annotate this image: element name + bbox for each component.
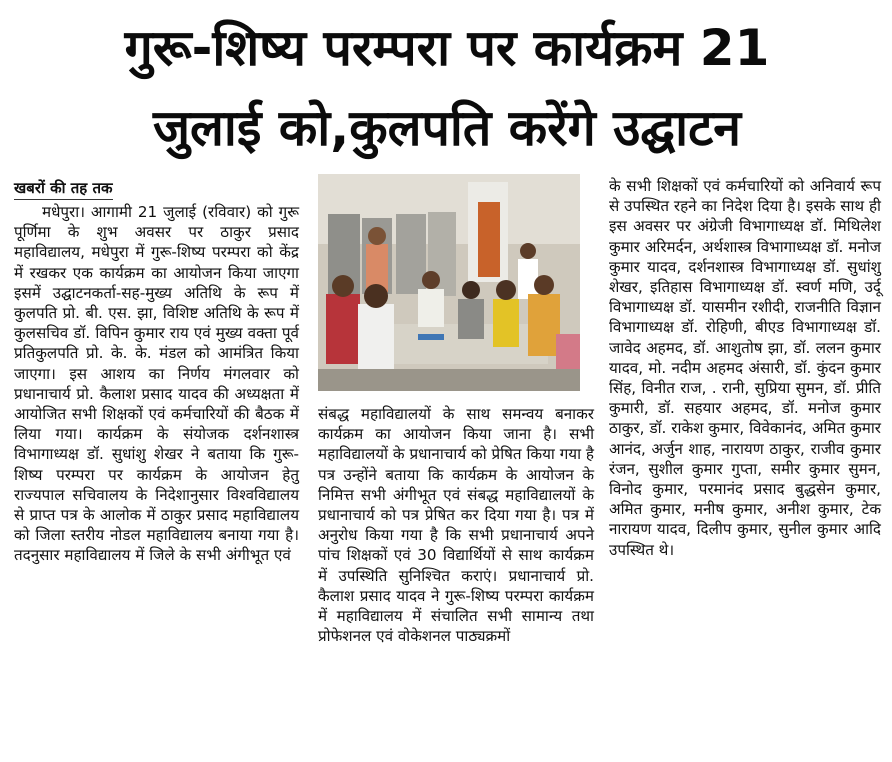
news-photo [318,174,580,391]
headline-line-1: गुरू-शिष्य परम्परा पर कार्यक्रम 21 [124,19,770,77]
article-text-3: के सभी शिक्षकों एवं कर्मचारियों को अनिवार्य रूप से उपस्थित रहने का निदेश दिया है। इसके साथ ही इस अवसर पर अंग्रेजी विभागाध्यक्ष डॉ. मिथिलेश कुमार अरिमर्दन, अर्थशास्त्र विभागाध्यक्ष डॉ. मनोज कुमार यादव, दर्शनशास्त्र विभागाध्यक्ष डॉ. सुधांशु शेखर, इतिहास विभागाध्यक्ष डॉ. स्वर्ण मणि, उर्दू विभागाध्यक्ष डॉ. यासमीन रशीदी, राजनीति विज्ञान विभागाध्यक्ष डॉ. रोहिणी, बीएड विभागाध्यक्ष डॉ. जावेद अहमद, डॉ. आशुतोष झा, डॉ. ललन कुमार यादव, मो. नदीम अहमद अंसारी, डॉ. कुंदन कुमार सिंह, विनीत राज, . रानी, सुप्रिया सुमन, डॉ. प्रीति कुमारी, डॉ. सहयार अहमद, डॉ. मनोज कुमार ठाकुर, डॉ. राकेश कुमार, विवेकानंद, अमित कुमार आनंद, अर्जुन शाह, नारायण ठाकुर, राजीव कुमार रंजन, सुशील कुमार गुप्ता, समीर कुमार सुमन, विनोद कुमार, परमानंद प्रसाद बुद्धसेन कुमार, अमित कुमार, मनीष कुमार, अनीश कुमार, टेक नारायण यादव, दिलीप कुमार, सुनील कुमार आदि उपस्थित थे। [609,177,881,559]
article-column-2 [318,404,594,646]
article-text-2: संबद्ध महाविद्यालयों के साथ समन्वय बनाकर कार्यक्रम का आयोजन किया जाना है। सभी महाविद्यालयों के प्रधानाचार्य को प्रेषित किया गया है पत्र उन्होंने बताया कि कार्यक्रम के आयोजन के निमित्त सभी अंगीभूत एवं संबद्ध महाविद्यालयों के प्रधानाचार्य को पत्र प्रेषित कर दिया गया है। पत्र में अनुरोध किया गया है कि सभी प्रधानाचार्य अपने पांच शिक्षकों एवं 30 विद्यार्थियों से साथ कार्यक्रम में उपस्थिति सुनिश्चित कराएं। प्रधानाचार्य प्रो. कैलाश प्रसाद यादव ने गुरू-शिष्य परम्परा कार्यक्रम में महाविद्यालय में संचालित सभी सामान्य तथा प्रोफेशनल एवं वोकेशनल पाठ्यक्रमों [318,405,594,646]
headline [12,8,882,168]
headline-line-2: जुलाई को,कुलपति करेंगे उद्घाटन [152,99,742,157]
article-column-3 [609,176,881,560]
byline: खबरों की तह तक [14,178,113,200]
article-text-1: मधेपुरा। आगामी 21 जुलाई (रविवार) को गुरू पूर्णिमा के शुभ अवसर पर ठाकुर प्रसाद महाविद्यालय, मधेपुरा में गुरू-शिष्य परम्परा को केंद्र में रखकर एक कार्यक्रम का आयोजन किया जाएगा इसमें उद्घाटनकर्ता-सह-मुख्य अतिथि के रूप में कुलपति प्रो. बी. एस. झा, विशिष्ट अतिथि के रूप में कुलसचिव डॉ. विपिन कुमार राय एवं मुख्य वक्ता पूर्व प्रतिकुलपति प्रो. के. के. मंडल को आमंत्रित किया जाएगा। इस आशय का निर्णय मंगलवार को प्रधानाचार्य प्रो. कैलाश प्रसाद यादव की अध्यक्षता में आयोजित सभी शिक्षकों एवं कर्मचारियों की बैठक में लिया गया। कार्यक्रम के संयोजक दर्शनशास्त्र विभागाध्यक्ष डॉ. सुधांशु शेखर ने बताया कि गुरू-शिष्य परम्परा पर कार्यक्रम के आयोजन हेतु राज्यपाल सचिवालय के निदेशानुसार विश्वविद्यालय से प्राप्त पत्र के आलोक में ठाकुर प्रसाद महाविद्यालय को जिला स्तरीय नोडल महाविद्यालय बनाया गया है। तदनुसार महाविद्यालय में जिले के सभी अंगीभूत एवं [14,203,299,565]
article-column-1 [14,178,299,566]
